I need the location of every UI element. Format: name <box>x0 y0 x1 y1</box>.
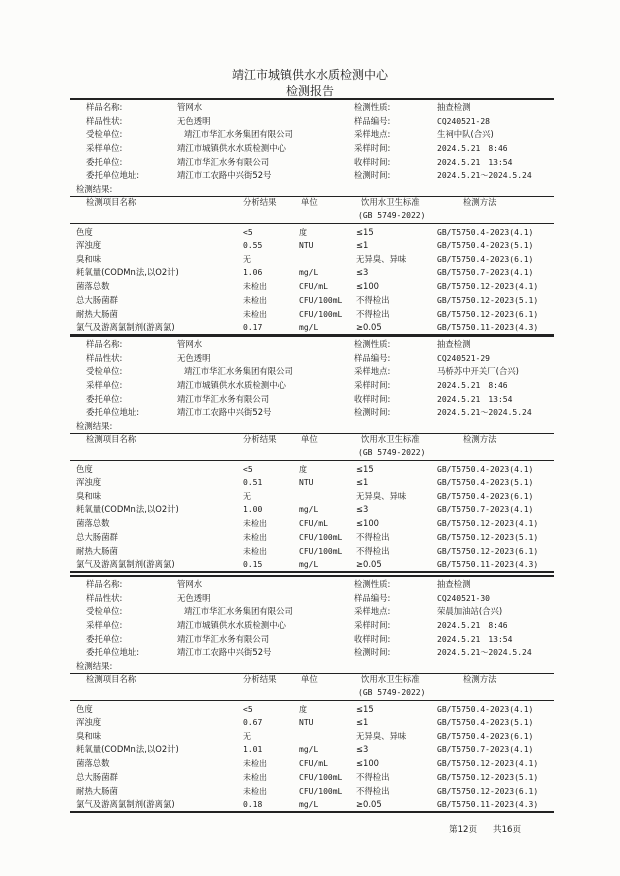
result-value: <5 <box>243 705 253 714</box>
result-method: GB/T5750.11-2023(4.3) <box>437 560 539 569</box>
result-standard: ≤100 <box>356 758 380 768</box>
result-standard: 不得检出 <box>356 532 390 542</box>
result-value: 1.01 <box>243 745 263 754</box>
label-site: 采样地点: <box>354 129 391 139</box>
result-standard: ≥0.05 <box>356 799 382 809</box>
result-standard: 无异臭、异味 <box>356 491 407 501</box>
result-item-name: 臭和味 <box>76 731 102 741</box>
col-standard-code: (GB 5749-2022) <box>358 688 426 697</box>
result-item-name: 总大肠菌群 <box>76 532 118 542</box>
result-value: 无 <box>243 492 251 501</box>
label-sample-name: 样品名称: <box>86 339 123 349</box>
label-client-unit: 委托单位: <box>86 634 123 644</box>
sampling-site: 马桥苏中开关厂(合兴) <box>437 366 519 376</box>
page-number: 第12页 <box>449 825 478 835</box>
result-value: 未检出 <box>243 282 267 291</box>
results-heading: 检测结果: <box>76 184 113 194</box>
result-method: GB/T5750.12-2023(4.1) <box>437 519 539 528</box>
result-item-name: 耗氧量(CODMn法,以O2计) <box>76 504 179 514</box>
col-unit: 单位 <box>301 197 318 207</box>
result-item-name: 臭和味 <box>76 491 102 501</box>
sampling-time: 2024.5.21 8:46 <box>437 621 508 630</box>
label-sample-state: 样品性状: <box>86 116 123 126</box>
label-entrust-unit: 受检单位: <box>86 129 123 139</box>
result-method: GB/T5750.11-2023(4.3) <box>437 323 539 332</box>
result-item-name: 色度 <box>76 227 93 237</box>
result-unit: CFU/100mL <box>299 296 343 305</box>
section-bottom-rule <box>70 334 554 336</box>
result-item-name: 耐热大肠菌 <box>76 546 118 556</box>
result-method: GB/T5750.4-2023(4.1) <box>437 705 534 714</box>
client-address: 靖江市工农路中兴街52号 <box>177 407 272 417</box>
label-sample-no: 样品编号: <box>354 116 391 126</box>
result-method: GB/T5750.12-2023(5.1) <box>437 773 539 782</box>
result-item-name: 总大肠菌群 <box>76 295 118 305</box>
test-nature: 抽查检测 <box>437 102 471 112</box>
sample-name: 管网水 <box>177 579 203 589</box>
col-unit: 单位 <box>301 674 318 684</box>
result-method: GB/T5750.4-2023(4.1) <box>437 228 534 237</box>
result-unit: NTU <box>299 478 314 487</box>
label-sampling-unit: 采样单位: <box>86 620 123 630</box>
receive-time: 2024.5.21 13:54 <box>437 158 513 167</box>
result-standard: 不得检出 <box>356 786 390 796</box>
result-item-name: 臭和味 <box>76 254 102 264</box>
result-value: 1.06 <box>243 268 263 277</box>
result-standard: 不得检出 <box>356 772 390 782</box>
label-receive-time: 收样时间: <box>354 634 391 644</box>
result-item-name: 氯气及游离氯制剂(游离氯) <box>76 559 175 569</box>
label-sample-time: 采样时间: <box>354 143 391 153</box>
result-method: GB/T5750.11-2023(4.3) <box>437 800 539 809</box>
label-receive-time: 收样时间: <box>354 157 391 167</box>
result-standard: 无异臭、异味 <box>356 731 407 741</box>
result-unit: 度 <box>299 465 307 474</box>
result-value: 未检出 <box>243 787 267 796</box>
client-unit: 靖江市华汇水务有限公司 <box>177 157 270 167</box>
label-entrust-unit: 受检单位: <box>86 366 123 376</box>
col-standard: 饮用水卫生标准 <box>361 434 420 444</box>
label-client-unit: 委托单位: <box>86 394 123 404</box>
result-method: GB/T5750.12-2023(5.1) <box>437 533 539 542</box>
test-nature: 抽查检测 <box>437 579 471 589</box>
result-item-name: 菌落总数 <box>76 758 110 768</box>
result-standard: 无异臭、异味 <box>356 254 407 264</box>
test-time: 2024.5.21～2024.5.24 <box>437 408 532 417</box>
result-standard: ≥0.05 <box>356 559 382 569</box>
label-sample-name: 样品名称: <box>86 102 123 112</box>
result-method: GB/T5750.4-2023(5.1) <box>437 478 534 487</box>
result-unit: CFU/100mL <box>299 547 343 556</box>
result-method: GB/T5750.4-2023(5.1) <box>437 718 534 727</box>
label-sample-state: 样品性状: <box>86 353 123 363</box>
label-nature: 检测性质: <box>354 579 391 589</box>
result-value: 无 <box>243 255 251 264</box>
result-standard: ≤1 <box>356 477 369 487</box>
col-result: 分析结果 <box>243 434 277 444</box>
result-value: 0.67 <box>243 718 263 727</box>
result-value: 0.18 <box>243 800 263 809</box>
col-standard: 饮用水卫生标准 <box>361 674 420 684</box>
result-unit: CFU/mL <box>299 519 328 528</box>
entrust-unit: 靖江市华汇水务集团有限公司 <box>184 366 293 376</box>
sampling-unit: 靖江市城镇供水水质检测中心 <box>177 620 286 630</box>
label-receive-time: 收样时间: <box>354 394 391 404</box>
result-method: GB/T5750.7-2023(4.1) <box>437 745 534 754</box>
result-standard: 不得检出 <box>356 309 390 319</box>
result-standard: ≤15 <box>356 227 374 237</box>
result-item-name: 菌落总数 <box>76 518 110 528</box>
label-sample-state: 样品性状: <box>86 593 123 603</box>
result-standard: ≤1 <box>356 717 369 727</box>
result-method: GB/T5750.4-2023(4.1) <box>437 465 534 474</box>
result-item-name: 浑浊度 <box>76 717 102 727</box>
sample-name: 管网水 <box>177 102 203 112</box>
header-rule <box>70 700 554 701</box>
result-item-name: 色度 <box>76 464 93 474</box>
org-title: 靖江市城镇供水水质检测中心 <box>231 68 388 82</box>
col-standard-code: (GB 5749-2022) <box>358 211 426 220</box>
col-method: 检测方法 <box>463 434 497 444</box>
result-standard: ≤100 <box>356 518 380 528</box>
result-method: GB/T5750.7-2023(4.1) <box>437 505 534 514</box>
result-item-name: 耐热大肠菌 <box>76 786 118 796</box>
result-method: GB/T5750.4-2023(6.1) <box>437 732 534 741</box>
result-value: 未检出 <box>243 310 267 319</box>
result-item-name: 菌落总数 <box>76 281 110 291</box>
sampling-site: 荣晨加油站(合兴) <box>437 606 503 616</box>
sample-name: 管网水 <box>177 339 203 349</box>
result-item-name: 氯气及游离氯制剂(游离氯) <box>76 799 175 809</box>
result-method: GB/T5750.12-2023(4.1) <box>437 282 539 291</box>
client-unit: 靖江市华汇水务有限公司 <box>177 634 270 644</box>
result-standard: 不得检出 <box>356 546 390 556</box>
label-client-unit: 委托单位: <box>86 157 123 167</box>
label-sample-name: 样品名称: <box>86 579 123 589</box>
result-value: 未检出 <box>243 519 267 528</box>
result-unit: CFU/mL <box>299 282 328 291</box>
sample-no: CQ240521-29 <box>437 354 490 363</box>
sampling-unit: 靖江市城镇供水水质检测中心 <box>177 380 286 390</box>
sampling-unit: 靖江市城镇供水水质检测中心 <box>177 143 286 153</box>
col-method: 检测方法 <box>463 674 497 684</box>
result-standard: ≤3 <box>356 504 369 514</box>
result-item-name: 耐热大肠菌 <box>76 309 118 319</box>
sampling-time: 2024.5.21 8:46 <box>437 144 508 153</box>
result-item-name: 浑浊度 <box>76 240 102 250</box>
client-address: 靖江市工农路中兴街52号 <box>177 170 272 180</box>
result-unit: CFU/100mL <box>299 310 343 319</box>
label-entrust-unit: 受检单位: <box>86 606 123 616</box>
result-value: 0.15 <box>243 560 263 569</box>
result-value: 0.55 <box>243 241 263 250</box>
result-standard: ≤100 <box>356 281 380 291</box>
result-value: 未检出 <box>243 547 267 556</box>
col-unit: 单位 <box>301 434 318 444</box>
result-method: GB/T5750.12-2023(4.1) <box>437 759 539 768</box>
result-unit: mg/L <box>299 268 319 277</box>
label-client-address: 委托单位地址: <box>86 647 140 657</box>
entrust-unit: 靖江市华汇水务集团有限公司 <box>184 606 293 616</box>
label-client-address: 委托单位地址: <box>86 170 140 180</box>
result-value: 0.17 <box>243 323 263 332</box>
result-unit: CFU/100mL <box>299 773 343 782</box>
result-unit: NTU <box>299 718 314 727</box>
sample-state: 无色透明 <box>177 116 211 126</box>
result-method: GB/T5750.4-2023(6.1) <box>437 255 534 264</box>
result-value: <5 <box>243 465 253 474</box>
result-unit: CFU/100mL <box>299 533 343 542</box>
result-item-name: 耗氧量(CODMn法,以O2计) <box>76 267 179 277</box>
result-value: 1.00 <box>243 505 263 514</box>
result-standard: ≤15 <box>356 704 374 714</box>
result-method: GB/T5750.12-2023(6.1) <box>437 787 539 796</box>
result-item-name: 耗氧量(CODMn法,以O2计) <box>76 744 179 754</box>
result-value: 未检出 <box>243 773 267 782</box>
result-method: GB/T5750.4-2023(5.1) <box>437 241 534 250</box>
result-item-name: 总大肠菌群 <box>76 772 118 782</box>
label-sampling-unit: 采样单位: <box>86 380 123 390</box>
label-test-time: 检测时间: <box>354 407 391 417</box>
result-value: <5 <box>243 228 253 237</box>
col-standard-code: (GB 5749-2022) <box>358 448 426 457</box>
result-unit: NTU <box>299 241 314 250</box>
result-item-name: 氯气及游离氯制剂(游离氯) <box>76 322 175 332</box>
result-unit: 度 <box>299 228 307 237</box>
sampling-site: 生祠中队(合兴) <box>437 129 494 139</box>
sample-no: CQ240521-28 <box>437 117 490 126</box>
sample-state: 无色透明 <box>177 353 211 363</box>
result-unit: mg/L <box>299 560 319 569</box>
test-time: 2024.5.21～2024.5.24 <box>437 648 532 657</box>
result-method: GB/T5750.7-2023(4.1) <box>437 268 534 277</box>
label-test-time: 检测时间: <box>354 170 391 180</box>
result-standard: 不得检出 <box>356 295 390 305</box>
col-item: 检测项目名称 <box>86 197 137 207</box>
result-standard: ≤3 <box>356 267 369 277</box>
sampling-time: 2024.5.21 8:46 <box>437 381 508 390</box>
result-item-name: 浑浊度 <box>76 477 102 487</box>
col-item: 检测项目名称 <box>86 674 137 684</box>
result-unit: mg/L <box>299 505 319 514</box>
col-item: 检测项目名称 <box>86 434 137 444</box>
sample-no: CQ240521-30 <box>437 594 490 603</box>
results-heading: 检测结果: <box>76 661 113 671</box>
col-method: 检测方法 <box>463 197 497 207</box>
label-site: 采样地点: <box>354 366 391 376</box>
section-bottom-rule <box>70 811 554 813</box>
result-unit: CFU/mL <box>299 759 328 768</box>
result-unit: 度 <box>299 705 307 714</box>
page-total: 共16页 <box>493 825 522 835</box>
receive-time: 2024.5.21 13:54 <box>437 395 513 404</box>
label-test-time: 检测时间: <box>354 647 391 657</box>
report-title: 检测报告 <box>285 84 334 98</box>
result-unit: mg/L <box>299 745 319 754</box>
results-heading: 检测结果: <box>76 421 113 431</box>
result-method: GB/T5750.12-2023(5.1) <box>437 296 539 305</box>
section-bottom-rule <box>70 571 554 573</box>
label-site: 采样地点: <box>354 606 391 616</box>
result-standard: ≤3 <box>356 744 369 754</box>
result-value: 无 <box>243 732 251 741</box>
result-method: GB/T5750.4-2023(6.1) <box>437 492 534 501</box>
result-value: 0.51 <box>243 478 263 487</box>
result-unit: CFU/100mL <box>299 787 343 796</box>
label-sample-no: 样品编号: <box>354 353 391 363</box>
entrust-unit: 靖江市华汇水务集团有限公司 <box>184 129 293 139</box>
result-standard: ≥0.05 <box>356 322 382 332</box>
col-standard: 饮用水卫生标准 <box>361 197 420 207</box>
label-sampling-unit: 采样单位: <box>86 143 123 153</box>
client-unit: 靖江市华汇水务有限公司 <box>177 394 270 404</box>
section-rule <box>70 575 554 577</box>
receive-time: 2024.5.21 13:54 <box>437 635 513 644</box>
test-time: 2024.5.21～2024.5.24 <box>437 171 532 180</box>
result-unit: mg/L <box>299 323 319 332</box>
result-method: GB/T5750.12-2023(6.1) <box>437 310 539 319</box>
col-result: 分析结果 <box>243 674 277 684</box>
result-standard: ≤1 <box>356 240 369 250</box>
client-address: 靖江市工农路中兴街52号 <box>177 647 272 657</box>
label-sample-time: 采样时间: <box>354 620 391 630</box>
label-client-address: 委托单位地址: <box>86 407 140 417</box>
result-unit: mg/L <box>299 800 319 809</box>
result-item-name: 色度 <box>76 704 93 714</box>
sample-state: 无色透明 <box>177 593 211 603</box>
test-nature: 抽查检测 <box>437 339 471 349</box>
label-sample-no: 样品编号: <box>354 593 391 603</box>
label-nature: 检测性质: <box>354 102 391 112</box>
result-value: 未检出 <box>243 759 267 768</box>
result-value: 未检出 <box>243 296 267 305</box>
col-result: 分析结果 <box>243 197 277 207</box>
result-standard: ≤15 <box>356 464 374 474</box>
label-nature: 检测性质: <box>354 339 391 349</box>
result-method: GB/T5750.12-2023(6.1) <box>437 547 539 556</box>
result-value: 未检出 <box>243 533 267 542</box>
label-sample-time: 采样时间: <box>354 380 391 390</box>
